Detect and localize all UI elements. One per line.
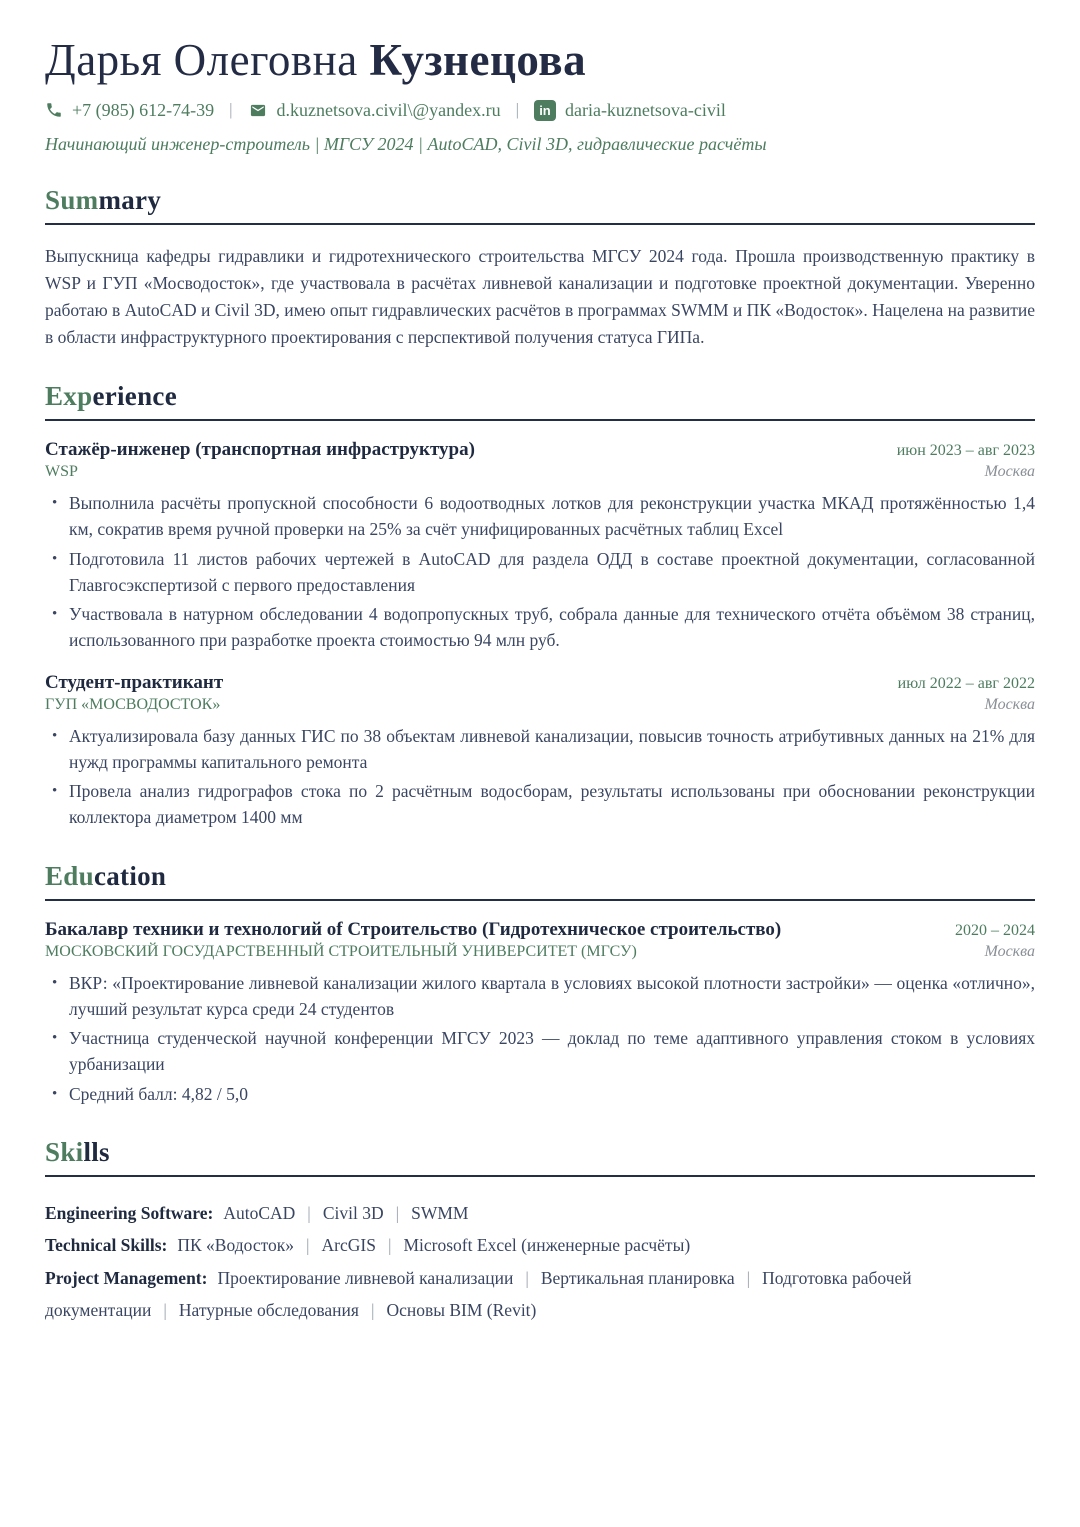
tagline: Начинающий инженер-строитель | МГСУ 2024 | AutoCAD, Civil 3D, гидравлические расчёты (45, 133, 767, 154)
bullet-item (45, 1025, 1035, 1078)
skill-item: Основы BIM (Revit) (386, 1299, 537, 1320)
summary-heading (45, 185, 1035, 225)
education-bullet-list (45, 970, 1035, 1107)
section-education (45, 861, 1035, 1107)
bullet-item (45, 546, 1035, 599)
bullet-text: ВКР: «Проектирование ливневой канализации жилого квартала в условиях высокой плотности застройки» — оценка «отлично», лучший результат курса среди 24 студентов (69, 972, 1035, 1019)
job-company: WSP (45, 463, 78, 480)
section-summary (45, 185, 1035, 352)
skill-item: SWMM (411, 1202, 469, 1223)
bullet-marker: • (52, 550, 58, 567)
phone-link[interactable]: +7 (985) 612-74-39 (72, 99, 215, 120)
bullet-text: Средний балл: 4,82 / 5,0 (69, 1083, 248, 1104)
skill-row (45, 1229, 1035, 1261)
first-names: Дарья Олеговна (45, 35, 358, 85)
name-heading (45, 36, 1035, 86)
skill-separator: | (525, 1267, 529, 1288)
phone-icon (45, 101, 63, 119)
skill-row (45, 1197, 1035, 1229)
bullet-marker: • (52, 974, 58, 991)
email-link[interactable]: d.kuznetsova.civil\@yandex.ru (276, 99, 501, 120)
bullet-marker: • (52, 606, 58, 622)
bullet-text: Провела анализ гидрографов стока по 2 расчётным водосборам, результаты использованы при обосновании реконструкции коллектора диаметром 1400 мм (69, 781, 1035, 828)
experience-heading (45, 381, 1035, 421)
skill-separator: | (307, 1202, 311, 1223)
linkedin-icon-text: in (539, 102, 551, 118)
bullet-marker: • (52, 727, 58, 744)
bullet-item (45, 490, 1035, 543)
job-dates: июл 2022 – авг 2022 (897, 674, 1035, 692)
bullet-marker: • (52, 1085, 58, 1102)
job-dates: июн 2023 – авг 2023 (896, 442, 1035, 459)
summary-text: Выпускница кафедры гидравлики и гидротехнического строительства МГСУ 2024 года. Прошла производственную практику в WSP и ГУП «Мосводосток», где участвовала в расчётах ливневой канализации и подготовке проектной документации. Уверенно работаю в AutoCAD и Civil 3D, имею опыт гидравлических расчётов в программах SWMM и ПК «Водосток». Нацелена на развитие в области инфраструктурного проектирования с перспективой получения статуса ГИПа. (45, 245, 1035, 347)
linkedin-icon (534, 100, 556, 121)
education-entry (45, 919, 1035, 1107)
bullet-item (45, 723, 1035, 776)
job-title: Студент-практикант (45, 671, 224, 693)
section-experience (45, 381, 1035, 831)
skill-item: Microsoft Excel (инженерные расчёты) (403, 1235, 691, 1256)
bullet-marker: • (52, 495, 58, 511)
skill-item: Подготовка рабочей документации (45, 1267, 912, 1320)
skill-category-label: Technical Skills: (45, 1235, 168, 1256)
education-dates: 2020 – 2024 (955, 921, 1035, 939)
skill-item: ArcGIS (321, 1235, 376, 1256)
skill-separator: | (387, 1235, 392, 1256)
skill-row (45, 1262, 1035, 1327)
skill-item: Вертикальная планировка (540, 1267, 735, 1288)
bullet-text: Участница студенческой научной конференции МГСУ 2023 — доклад по теме адаптивного управления стоком в условиях урбанизации (69, 1028, 1035, 1075)
skills-heading-accent: Ski (45, 1136, 84, 1167)
skill-separator: | (163, 1299, 167, 1320)
job-entry (45, 672, 1035, 831)
skill-separator: | (306, 1235, 310, 1256)
job-bullet-list (45, 723, 1035, 831)
bullet-item (45, 601, 1035, 654)
experience-heading-accent: Exp (45, 381, 93, 411)
skills-block (45, 1197, 1035, 1327)
skill-separator: | (746, 1267, 751, 1288)
education-heading-accent: Edu (45, 860, 94, 891)
education-heading (45, 861, 1035, 901)
job-company: ГУП «МОСВОДОСТОК» (45, 695, 221, 713)
summary-heading-rest: mary (98, 184, 162, 215)
skill-item: ПК «Водосток» (177, 1235, 295, 1256)
section-skills (45, 1137, 1035, 1327)
linkedin-link[interactable]: daria-kuznetsova-civil (564, 99, 726, 120)
school-name: МОСКОВСКИЙ ГОСУДАРСТВЕННЫЙ СТРОИТЕЛЬНЫЙ УНИВЕРСИТЕТ (МГСУ) (45, 942, 637, 960)
job-location: Москва (984, 695, 1035, 713)
bullet-text: Актуализировала базу данных ГИС по 38 объектам ливневой канализации, повысив точность атрибутивных данных на 21% для нужд программы капитального ремонта (69, 725, 1035, 772)
job-title: Стажёр-инженер (транспортная инфраструктура) (45, 439, 475, 460)
summary-heading-accent: Sum (45, 184, 99, 215)
job-entry (45, 439, 1035, 654)
email-icon (248, 102, 268, 119)
skill-item: Проектирование ливневой канализации (217, 1267, 514, 1288)
skill-item: AutoCAD (223, 1202, 296, 1223)
resume-header (45, 36, 1035, 155)
bullet-text: Выполнила расчёты пропускной способности 6 водоотводных лотков для реконструкции участка МКАД протяжённостью 1,4 км, сократив время ручной проверки на 25% за счёт унифицированных расчётных таблиц Excel (69, 493, 1035, 540)
skill-category-label: Engineering Software: (45, 1202, 214, 1223)
bullet-item (45, 970, 1035, 1023)
skill-separator: | (395, 1202, 400, 1223)
skill-item: Натурные обследования (178, 1299, 359, 1320)
contact-row (45, 100, 1035, 121)
skill-separator: | (370, 1299, 375, 1320)
education-heading-rest: cation (93, 860, 167, 891)
bullet-marker: • (52, 1030, 58, 1046)
education-location: Москва (984, 942, 1035, 960)
bullet-item (45, 1081, 1035, 1107)
skill-category-label: Project Management: (45, 1267, 208, 1288)
bullet-marker: • (52, 783, 58, 799)
skill-item: Civil 3D (322, 1202, 384, 1223)
last-name: Кузнецова (369, 35, 587, 85)
job-bullet-list (45, 490, 1035, 654)
bullet-text: Участвовала в натурном обследовании 4 водопропускных труб, собрала данные для технического отчёта объёмом 38 страниц, использованного при разработке проекта стоимостью 94 млн руб. (69, 604, 1035, 651)
bullet-item (45, 778, 1035, 831)
degree-title: Бакалавр техники и технологий of Строительство (Гидротехническое строительство) (45, 918, 782, 940)
bullet-text: Подготовила 11 листов рабочих чертежей в AutoCAD для раздела ОДД в составе проектной документации, согласованной Главгосэкспертизой с первого предоставления (69, 548, 1035, 595)
experience-heading-rest: erience (92, 381, 177, 411)
contact-separator: | (515, 100, 519, 119)
job-location: Москва (984, 463, 1035, 480)
skills-heading (45, 1137, 1035, 1177)
skills-heading-rest: lls (83, 1136, 110, 1167)
contact-separator: | (229, 100, 233, 119)
